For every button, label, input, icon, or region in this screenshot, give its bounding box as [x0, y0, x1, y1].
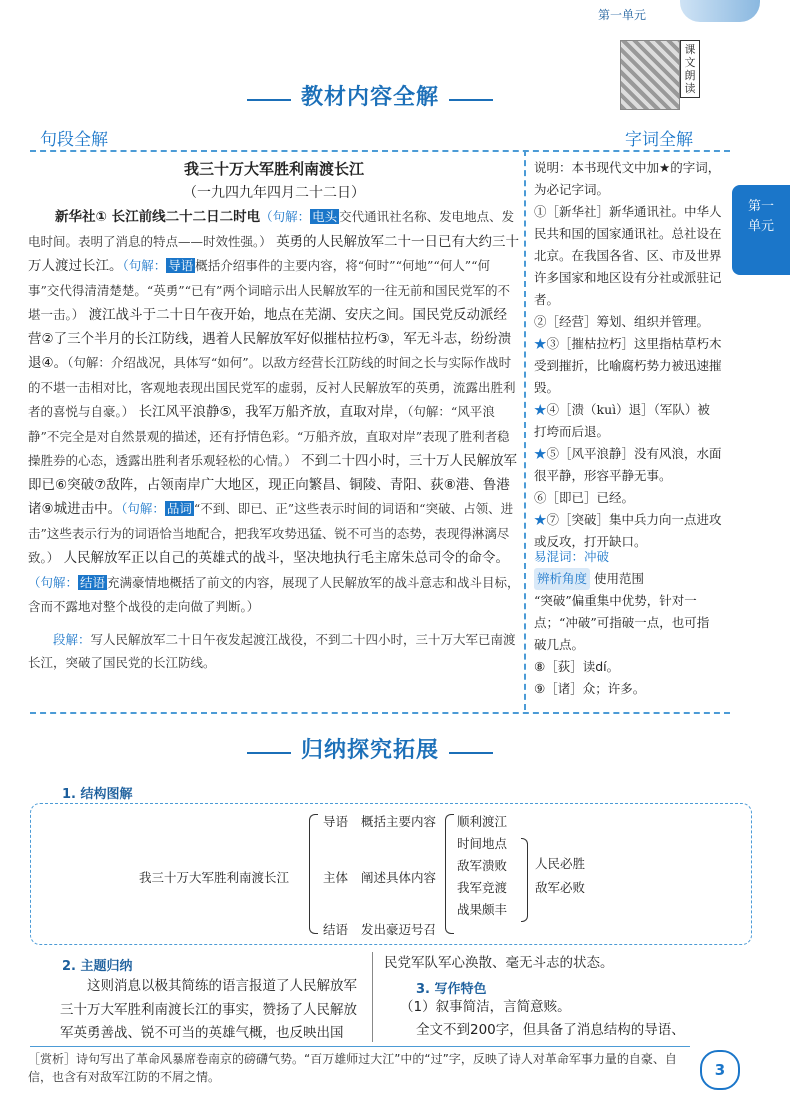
- body-sentence-2: 长江风平浪静⑤，我军万船齐放，直取对岸，: [138, 404, 408, 420]
- article: [28, 157, 520, 675]
- lead-sentence: 英勇的人民解放军二十一日已有大约三十万人渡过长江。: [28, 233, 520, 274]
- section-title-wrap: [180, 80, 560, 111]
- theme-text: 这则消息以极其简练的语言报道了人民解放军三十万大军胜利南渡长江的事实，赞扬了人民解放军英勇善战、锐不可当的英雄气概，也反映出国: [60, 978, 357, 1041]
- article-date: （一九四九年四月二十二日）: [183, 185, 365, 201]
- struct-b2: 时间地点: [457, 836, 508, 851]
- vocab-item-7: ★⑦［突破］集中兵力向一点进攻或反攻，打开缺口。: [534, 512, 722, 549]
- body-sentence-3: 不到二十四小时，三十万人民解放军即已⑥突破⑦敌阵，占领南岸广大地区，现正向繁昌、铜陵、青阳、荻⑧港、鲁港诸⑨城进击中。: [28, 453, 518, 517]
- divider-mid: [30, 712, 730, 714]
- qr-code[interactable]: [620, 40, 680, 110]
- struct-lead: 导语: [323, 814, 349, 829]
- structure-heading: 1. 结构图解: [62, 787, 133, 802]
- conclusion-sentence: 人民解放军正以自己的英雄式的战斗，坚决地执行毛主席朱总司令的命令。: [63, 550, 510, 566]
- struct-body-desc: 阐述具体内容: [361, 870, 437, 885]
- subtitle-vocab: 字词全解: [625, 130, 693, 150]
- footer-line: [30, 1046, 690, 1047]
- dateline: 新华社① 长江前线二十二日二时电: [55, 209, 261, 225]
- tag-daoyu: 导语: [168, 258, 194, 273]
- vocab-item-2: ②［经营］筹划、组织并管理。: [534, 314, 710, 329]
- page-number: 3: [700, 1050, 740, 1090]
- brace-3: [521, 838, 528, 922]
- header-decoration: [680, 0, 760, 22]
- brace-2: [445, 814, 454, 934]
- struct-root: 我三十万大军胜利南渡长江: [139, 870, 290, 885]
- vocab-column: [534, 157, 722, 553]
- theme-cont: 民党军队军心涣散、毫无斗志的状态。: [384, 955, 614, 971]
- confuse-box: [534, 546, 714, 700]
- section-title-content: 教材内容全解: [300, 85, 439, 110]
- article-body: 新华社① 长江前线二十二日二时电（句解： 电头 交代通讯社名称、发电地点、发电时间。表明了消息的特点——时效性强。） 英勇的人民解放军二十一日已有大约三十万人渡过长江。（句解： 导语 概括介绍事件的主要内容，将“何时”“何地”“何人”“何事”交代得清清楚楚。“英勇”“已有”两个词暗示出人民解放军的一往无前和国民党军的不堪一击。） 渡江战斗于二十日午夜开始，地点在芜湖、安庆之间。国民党反动派经营②了三个半月的长江防线，遇着人民解放军好似摧枯拉朽③，军无斗志，纷纷溃退④。（句解：介绍战况，具体写“如何”。以敌方经营长江防线的时间之长与实际作战时的不堪一击相对比，客观地表现出国民党军的虚弱，反衬人民解放军的英勇，流露出胜利者的喜悦与自豪。） 长江风平浪静⑤，我军万船齐放，直取对岸，（句解：“风平浪静”不完全是对自然景观的描述，还有抒情色彩。“万船齐放，直取对岸”表现了胜利者稳操胜券的心态，透露出胜利者乐观轻松的心情。） 不到二十四小时，三十万人民解放军即已⑥突破⑦敌阵，占领南岸广大地区，现正向繁昌、铜陵、青阳、荻⑧港、鲁港诸⑨城进击中。（句解： 品词 “不到、即已、正”这些表示时间的词语和“突破、占领、进击”这些表示行为的词语恰当地配合，把我军攻势迅猛、锐不可当的态势，表现得淋漓尽致。） 人民解放军正以自己的英雄式的战斗，坚决地执行毛主席朱总司令的命令。（句解： 结语 充满豪情地概括了前文的内容，展现了人民解放军的战斗意志和战斗目标，含而不露地对整个战役的走向做了判断。）: [28, 209, 520, 614]
- unit-header: 第一单元: [598, 8, 647, 22]
- confuse-text: “突破”偏重集中优势，针对一点；“冲破”可指破一点，也可指破几点。: [534, 593, 710, 652]
- subtitle-sentence: 句段全解: [40, 130, 108, 150]
- struct-lead-desc: 概括主要内容: [361, 814, 437, 829]
- struct-end-desc: 发出豪迈号召: [361, 922, 437, 937]
- struct-end: 结语: [323, 922, 349, 937]
- divider-top: [30, 150, 730, 152]
- writing-point-2: 全文不到200字，但具备了消息结构的导语、: [416, 1022, 685, 1038]
- confuse-title: 易混词：冲破: [534, 549, 610, 564]
- annotation-4: （句解：“风平浪静”不完全是对自然景观的描述，还有抒情色彩。“万船齐放，直取对岸”表现了胜利者稳操胜券的心态，透露出胜利者乐观轻松的心情。）: [28, 404, 510, 468]
- struct-b5: 战果颇丰: [457, 902, 508, 917]
- writing-point-1: （1）叙事简洁，言简意赅。: [400, 999, 571, 1015]
- tag-jieyu: 结语: [80, 574, 106, 590]
- struct-b1: 顺利渡江: [457, 814, 508, 829]
- struct-body: 主体: [323, 870, 349, 885]
- brace-1: [309, 814, 318, 934]
- struct-b4: 我军竞渡: [457, 880, 508, 895]
- section2-title-wrap: [200, 733, 540, 764]
- struct-r1: 人民必胜: [535, 856, 586, 871]
- annotation-3: （句解：介绍战况，具体写“如何”。以敌方经营长江防线的时间之长与实际作战时的不堪一击相对比，客观地表现出国民党军的虚弱，反衬人民解放军的英勇，流露出胜利者的喜悦与自豪。）: [28, 355, 516, 419]
- theme-divider: [372, 952, 373, 1042]
- vocab-item-5: ★⑤［风平浪静］没有风浪，水面很平静，形容平静无事。: [534, 446, 722, 483]
- vocab-item-8: ⑧［荻］读dí。: [534, 659, 620, 674]
- vocab-item-6: ⑥［即已］已经。: [534, 490, 635, 505]
- vocab-item-3: ★③［摧枯拉朽］这里指枯草朽木受到摧折，比喻腐朽势力被迅速摧毁。: [534, 336, 722, 395]
- writing-heading: 3. 写作特色: [416, 982, 487, 997]
- section2-title: 归纳探究拓展: [300, 738, 439, 763]
- tag-pinci: 品词: [166, 501, 192, 516]
- confuse-tag: 辨析角度: [534, 568, 590, 590]
- confuse-scope: 使用范围: [594, 571, 645, 586]
- paragraph-summary: 段解：写人民解放军二十日午夜发起渡江战役，不到二十四小时，三十万大军已南渡长江，突破了国民党的长江防线。: [28, 631, 516, 670]
- theme-heading: 2. 主题归纳: [62, 959, 133, 974]
- unit-tab[interactable]: 第一 单元: [732, 185, 790, 275]
- struct-r2: 敌军必败: [535, 880, 586, 895]
- vocab-note: 说明：本书现代文中加★的字词，为必记字词。: [534, 160, 721, 197]
- qr-label: 课文朗读: [680, 40, 700, 98]
- vocab-item-4: ★④［溃（kuì）退］（军队）被打垮而后退。: [534, 402, 710, 439]
- struct-b3: 敌军溃败: [457, 858, 508, 873]
- structure-diagram: [30, 803, 752, 945]
- vocab-item-1: ①［新华社］新华通讯社。中华人民共和国的国家通讯社。总社设在北京。在我国各省、区、市及世界许多国家和地区设有分社或派驻记者。: [534, 204, 722, 307]
- divider-vertical: [524, 150, 526, 710]
- footer-note: ［赏析］诗句写出了革命风暴席卷南京的磅礴气势。“百万雄师过大江”中的“过”字，反映了诗人对革命军事力量的自豪、自信，也含有对敌军江防的不屑之情。: [28, 1052, 677, 1084]
- body-sentence-1: 渡江战斗于二十日午夜开始，地点在芜湖、安庆之间。国民党反动派经营②了三个半月的长江防线，遇着人民解放军好似摧枯拉朽③，军无斗志，纷纷溃退④。: [28, 307, 512, 371]
- article-title: 我三十万大军胜利南渡长江: [183, 160, 364, 178]
- tag-dianto: 电头: [312, 209, 338, 224]
- vocab-item-9: ⑨［诸］众；许多。: [534, 681, 646, 696]
